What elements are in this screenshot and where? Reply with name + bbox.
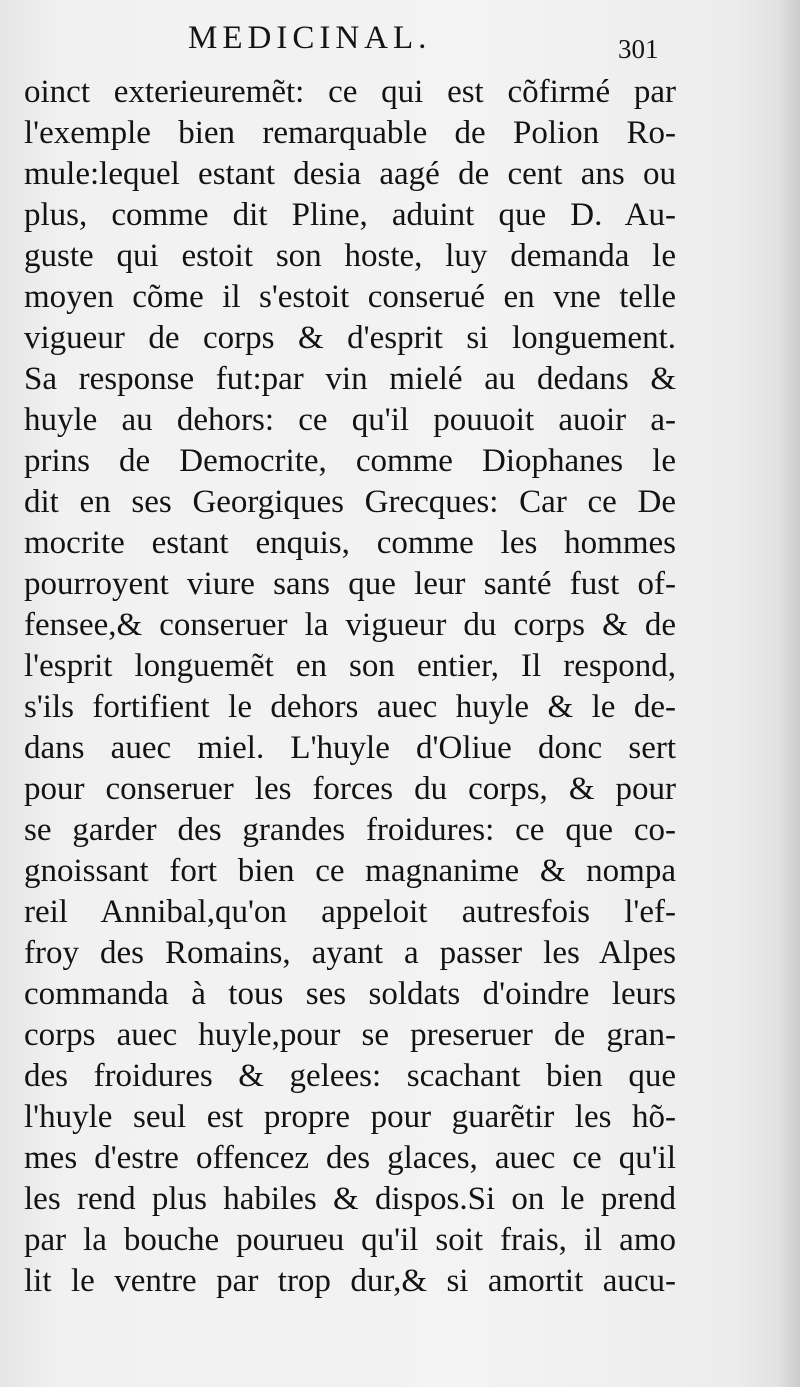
text-line: des froidures & gelees: scachant bien que <box>24 1058 676 1094</box>
body-text <box>24 72 684 1302</box>
text-line: vigueur de corps & d'esprit si longuement. <box>24 320 676 356</box>
text-line: plus, comme dit Pline, aduint que D. Au- <box>24 197 676 233</box>
text-line: les rend plus habiles & dispos.Si on le prend <box>24 1181 676 1217</box>
text-line: guste qui estoit son hoste, luy demanda le <box>24 238 676 274</box>
text-line: s'ils fortifient le dehors auec huyle & le de- <box>24 689 676 725</box>
text-line: pourroyent viure sans que leur santé fust of- <box>24 566 676 602</box>
text-line: dit en ses Georgiques Grecques: Car ce De <box>24 484 676 520</box>
text-line: pour conseruer les forces du corps, & pour <box>24 771 676 807</box>
text-line: dans auec miel. L'huyle d'Oliue donc sert <box>24 730 676 766</box>
text-line: froy des Romains, ayant a passer les Alpes <box>24 935 676 971</box>
page-number: 301 <box>618 34 659 64</box>
text-line: mocrite estant enquis, comme les hommes <box>24 525 676 561</box>
text-line: se garder des grandes froidures: ce que co- <box>24 812 676 848</box>
text-line: moyen cõme il s'estoit conserué en vne telle <box>24 279 676 315</box>
text-line: l'huyle seul est propre pour guarẽtir les hõ- <box>24 1099 676 1135</box>
text-line: commanda à tous ses soldats d'oindre leurs <box>24 976 676 1012</box>
text-line: corps auec huyle,pour se preseruer de gran- <box>24 1017 676 1053</box>
text-line: mes d'estre offencez des glaces, auec ce qu'il <box>24 1140 676 1176</box>
text-line: oinct exterieuremẽt: ce qui est cõfirmé par <box>24 74 676 110</box>
running-head: MEDICINAL. <box>188 20 432 56</box>
page-edge-shadow <box>778 0 800 1387</box>
text-line: reil Annibal,qu'on appeloit autresfois l'ef- <box>24 894 676 930</box>
text-line: fensee,& conseruer la vigueur du corps & de <box>24 607 676 643</box>
text-line: l'esprit longuemẽt en son entier, Il respond, <box>24 648 676 684</box>
page-header <box>0 18 800 64</box>
text-line: par la bouche pourueu qu'il soit frais, il amo <box>24 1222 676 1258</box>
text-line: lit le ventre par trop dur,& si amortit aucu- <box>24 1263 676 1299</box>
text-line: prins de Democrite, comme Diophanes le <box>24 443 676 479</box>
text-line: gnoissant fort bien ce magnanime & nompa <box>24 853 676 889</box>
text-line: huyle au dehors: ce qu'il pouuoit auoir a- <box>24 402 676 438</box>
text-line: l'exemple bien remarquable de Polion Ro- <box>24 115 676 151</box>
text-line: mule:lequel estant desia aagé de cent ans ou <box>24 156 676 192</box>
text-line: Sa response fut:par vin mielé au dedans & <box>24 361 676 397</box>
